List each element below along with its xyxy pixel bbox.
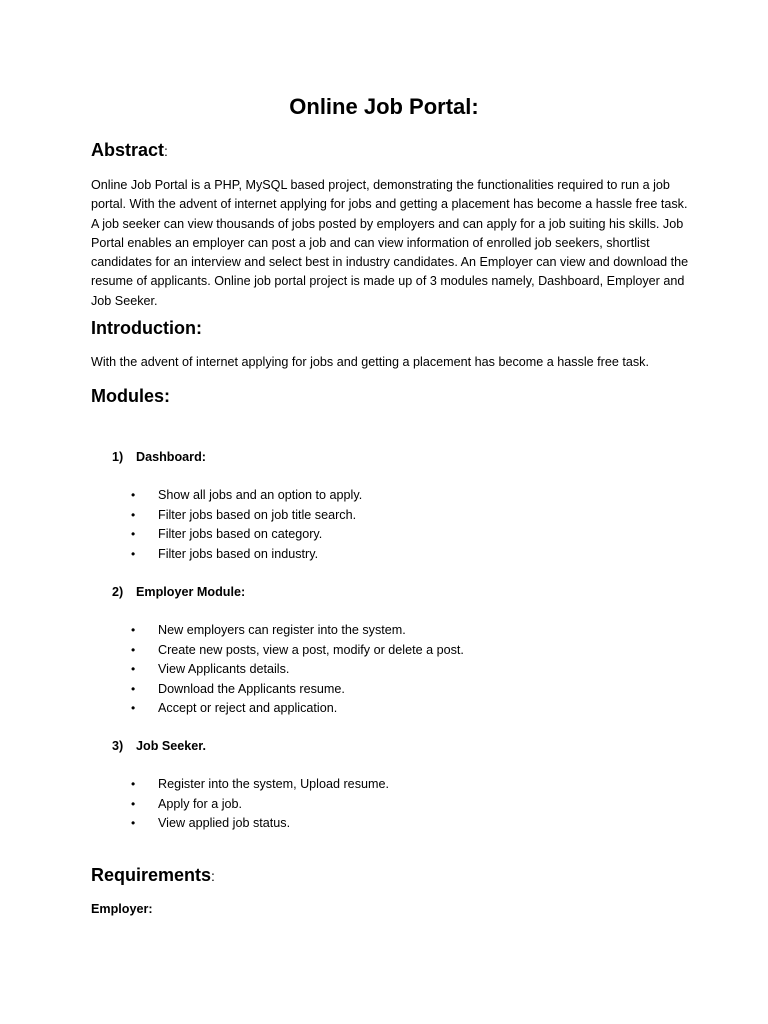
bullet-icon: •: [131, 642, 136, 657]
list-item-text: Accept or reject and application.: [158, 701, 338, 715]
list-item-text: View Applicants details.: [158, 662, 290, 676]
requirements-employer-label: Employer:: [91, 902, 153, 916]
bullet-icon: •: [131, 796, 136, 811]
requirements-heading-text: Requirements: [91, 865, 212, 885]
module-title-text: Job Seeker.: [136, 739, 207, 753]
bullet-icon: •: [131, 546, 136, 561]
bullet-icon: •: [131, 623, 136, 637]
list-item: [131, 641, 464, 661]
list-item-text: Apply for a job.: [158, 796, 243, 811]
module-job-seeker-bullet-list: [131, 775, 389, 834]
abstract-heading: [91, 140, 168, 161]
list-item-text: Register into the system, Upload resume.: [158, 777, 389, 791]
module-employer-title: [112, 585, 245, 599]
list-item-text: New employers can register into the system.: [158, 623, 406, 637]
requirements-heading: [91, 865, 215, 886]
list-item: [131, 660, 464, 680]
document-title: Online Job Portal:: [289, 94, 479, 119]
module-job-seeker-title: [112, 739, 206, 753]
bullet-icon: •: [131, 816, 136, 830]
list-item-text: View applied job status.: [158, 816, 291, 830]
requirements-heading-colon: :: [211, 868, 215, 884]
list-item: [131, 699, 464, 719]
list-item: [131, 486, 362, 506]
list-item-text: Show all jobs and an option to apply.: [158, 488, 363, 502]
module-employer-bullet-list: [131, 621, 464, 719]
list-item-text: Create new posts, view a post, modify or delete a post.: [158, 642, 464, 657]
bullet-icon: •: [131, 662, 136, 676]
list-item: [131, 795, 389, 815]
list-item-text: Filter jobs based on industry.: [158, 546, 319, 561]
list-item-text: Filter jobs based on category.: [158, 527, 323, 541]
bullet-icon: •: [131, 488, 136, 502]
list-item: [131, 525, 362, 545]
bullet-icon: •: [131, 681, 136, 696]
list-item: [131, 680, 464, 700]
module-title-text: Employer Module:: [136, 585, 246, 599]
list-item: [131, 775, 389, 795]
bullet-icon: •: [131, 777, 136, 791]
abstract-heading-text: Abstract: [91, 140, 165, 160]
modules-heading: Modules:: [91, 386, 170, 406]
introduction-heading: Introduction:: [91, 318, 202, 338]
module-dashboard-bullet-list: [131, 486, 362, 564]
list-item-text: Filter jobs based on job title search.: [158, 507, 357, 522]
module-title-text: Dashboard:: [136, 450, 206, 464]
module-number: 3): [112, 739, 124, 753]
list-item: [131, 814, 389, 834]
bullet-icon: •: [131, 701, 136, 715]
module-number: 2): [112, 585, 124, 599]
bullet-icon: •: [131, 527, 136, 541]
module-number: 1): [112, 450, 124, 464]
abstract-paragraph: Online Job Portal is a PHP, MySQL based project, demonstrating the functionalities required to run a job portal. With the advent of internet applying for jobs and getting a placement has become a hassle free task. A job seeker can view thousands of jobs posted by employers and can apply for a job suiting his skills. Job Portal enables an employer can post a job and can view information of enrolled job seekers, shortlist candidates for an interview and select best in industry candidates. An Employer can view and download the resume of applicants. Online job portal project is made up of 3 modules namely, Dashboard, Employer and Job Seeker.: [91, 178, 689, 308]
module-dashboard-title: [112, 450, 206, 464]
list-item: [131, 545, 362, 565]
list-item: [131, 621, 464, 641]
list-item-text: Download the Applicants resume.: [158, 681, 345, 696]
abstract-heading-colon: :: [164, 143, 168, 159]
introduction-paragraph: With the advent of internet applying for jobs and getting a placement has become a hassle free task.: [91, 355, 649, 369]
bullet-icon: •: [131, 507, 136, 522]
list-item: [131, 506, 362, 526]
